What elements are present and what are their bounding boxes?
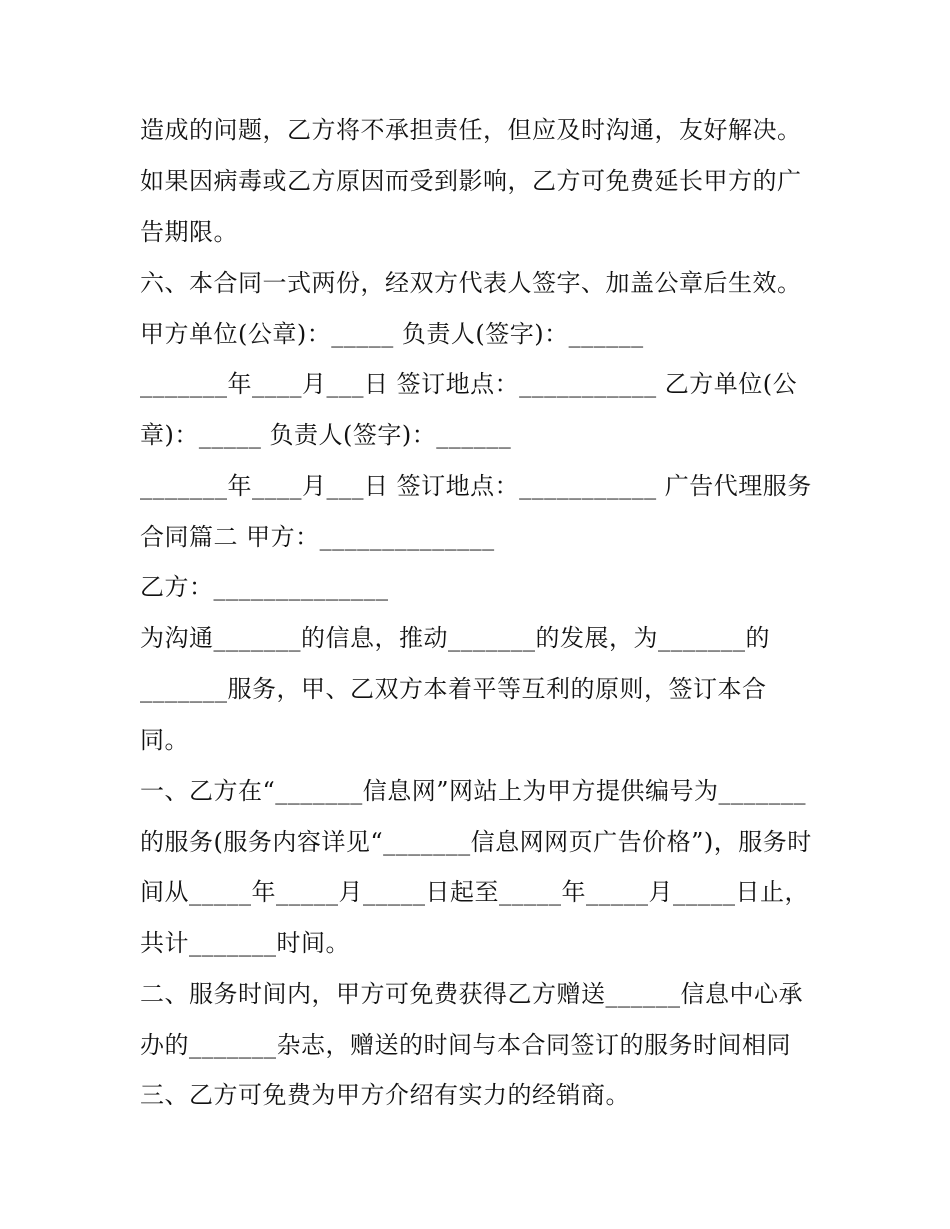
text-line-20: 三、乙方可免费为甲方介绍有实力的经销商。 [140, 1081, 630, 1109]
text-line-19: 办的_______杂志，赠送的时间与本合同签订的服务时间相同 [140, 1031, 791, 1059]
text-line-10: 乙方：______________ [140, 573, 389, 601]
text-line-12: _______服务，甲、乙双方本着平等互利的原则，签订本合 [140, 675, 767, 703]
text-line-16: 间从_____年_____月_____日起至_____年_____月_____日止， [140, 878, 809, 906]
text-line-15: 的服务(服务内容详见“_______信息网网页广告价格”)，服务时 [140, 828, 812, 856]
text-line-5: 甲方单位(公章)：_____ 负责人(签字)：______ [140, 320, 644, 348]
text-line-14: 一、乙方在“_______信息网”网站上为甲方提供编号为_______ [140, 777, 807, 805]
text-line-4: 六、本合同一式两份，经双方代表人签字、加盖公章后生效。 [140, 269, 802, 297]
text-line-8: _______年____月___日 签订地点：___________ 广告代理服务 [140, 472, 812, 500]
text-line-17: 共计_______时间。 [140, 929, 350, 957]
text-line-11: 为沟通_______的信息，推动_______的发展，为_______的 [140, 624, 770, 652]
text-line-7: 章)：_____ 负责人(签字)：______ [140, 421, 512, 449]
text-line-3: 告期限。 [140, 218, 238, 246]
text-line-6: _______年____月___日 签订地点：___________ 乙方单位(公 [140, 370, 798, 398]
text-line-9: 合同篇二 甲方：______________ [140, 523, 495, 551]
text-line-1: 造成的问题，乙方将不承担责任，但应及时沟通，友好解决。 [140, 116, 802, 144]
text-line-18: 二、服务时间内，甲方可免费获得乙方赠送______信息中心承 [140, 980, 803, 1008]
text-line-2: 如果因病毒或乙方原因而受到影响，乙方可免费延长甲方的广 [140, 167, 802, 195]
text-line-13: 同。 [140, 726, 189, 754]
